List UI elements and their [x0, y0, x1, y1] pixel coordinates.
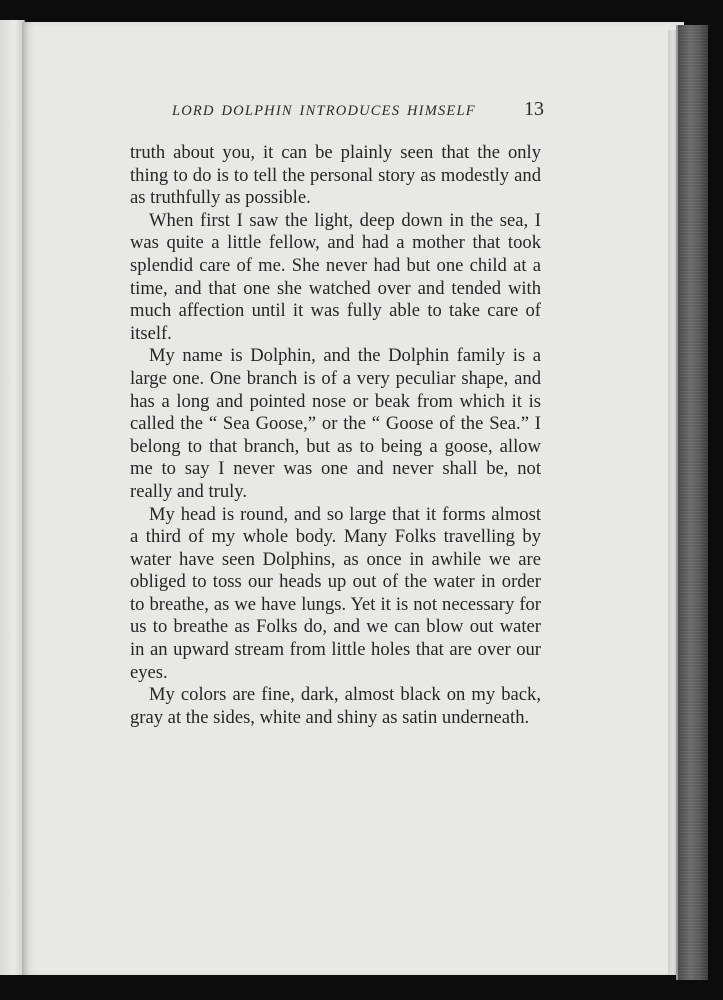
- book-cover-edge: [676, 25, 708, 980]
- paragraph-4: My head is round, and so large that it forms almost a third of my whole body. Many Folks travelling by water have seen Dolphins, as once in awhile we are obliged to toss our heads up out of the water in order to breathe, as we have lungs. Yet it is not necessary for us to breathe as Folks do, and we can blow out water in an upward stream from little holes that are over our eyes.: [130, 503, 541, 683]
- paragraph-2: When first I saw the light, deep down in the sea, I was quite a little fellow, and had a mother that took splendid care of me. She never had but one child at a time, and that one she watched over and tended with much affection until it was fully able to take care of itself.: [130, 209, 541, 344]
- page-number: 13: [524, 98, 544, 120]
- running-head: LORD DOLPHIN INTRODUCES HIMSELF: [172, 103, 476, 119]
- body-text: [130, 142, 541, 729]
- paragraph-1: truth about you, it can be plainly seen that the only thing to do is to tell the personal story as modestly and as truthfully as possible.: [130, 142, 541, 209]
- paragraph-3: My name is Dolphin, and the Dolphin family is a large one. One branch is of a very peculiar shape, and has a long and pointed nose or beak from which it is called the “ Sea Goose,” or the “ Goose of the Sea.” I belong to that branch, but as to being a goose, allow me to say I never was one and never shall be, not really and truly.: [130, 345, 541, 502]
- paragraph-5: My colors are fine, dark, almost black on my back, gray at the sides, white and shiny as satin underneath.: [130, 684, 541, 728]
- page-header: [172, 98, 544, 121]
